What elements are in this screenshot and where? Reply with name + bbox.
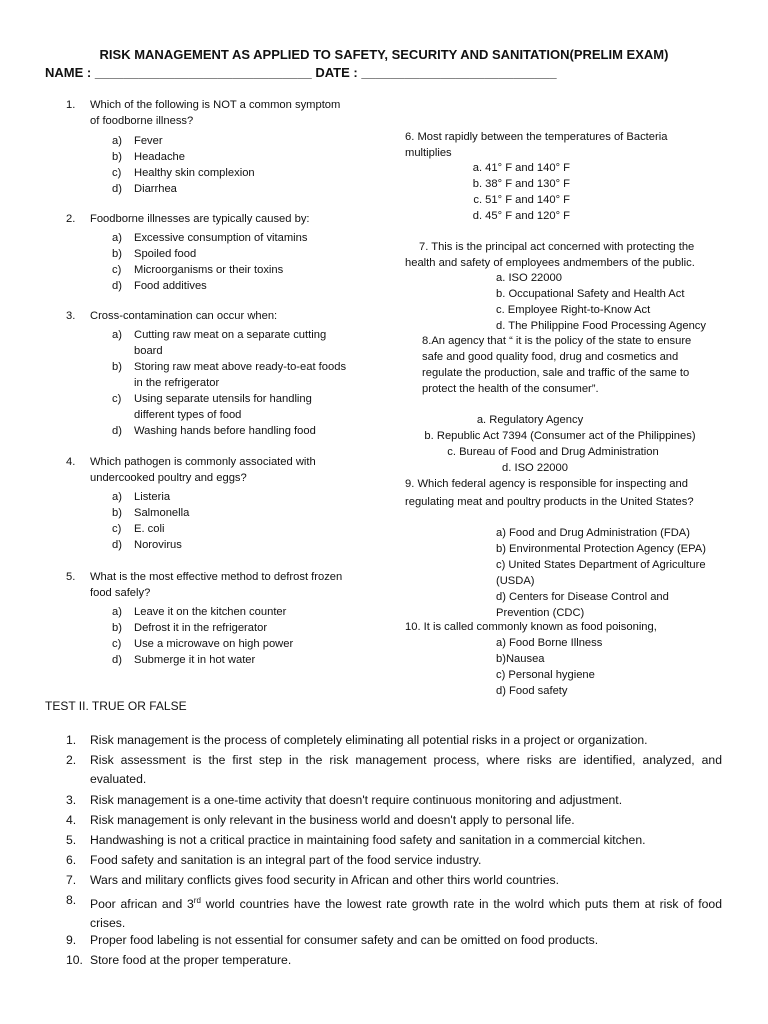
q4-options	[112, 489, 189, 553]
question-3	[66, 308, 277, 324]
question-text: 8.An agency that “ it is the policy of the state to ensure	[422, 335, 692, 347]
question-text: Which pathogen is commonly associated with	[90, 456, 316, 468]
option: c) Use a microwave on high power	[112, 638, 294, 650]
option-continuation: different types of food	[134, 409, 242, 421]
option: c) Healthy skin complexion	[112, 167, 255, 179]
list-item: 3. Risk management is a one-time activity that doesn't require continuous monitoring and adjustment.	[66, 793, 623, 807]
question-text: 9. Which federal agency is responsible for inspecting and	[405, 478, 688, 490]
q10-options	[496, 635, 602, 699]
question-7	[405, 239, 695, 271]
q1-options	[112, 133, 255, 197]
option: b. Republic Act 7394 (Consumer act of the Philippines)	[424, 430, 696, 442]
option: b) Defrost it in the refrigerator	[112, 622, 268, 634]
q8-options	[420, 412, 700, 476]
name-date-row	[45, 65, 557, 80]
question-number: 5.	[66, 571, 76, 583]
question-text: undercooked poultry and eggs?	[90, 472, 247, 484]
question-5	[66, 569, 342, 601]
option: c) Personal hygiene	[496, 669, 595, 681]
question-text: Cross-contamination can occur when:	[90, 310, 278, 322]
list-item: 10. Store food at the proper temperature.	[66, 953, 292, 967]
option: d) Food safety	[496, 685, 568, 697]
q7-options	[496, 270, 706, 334]
q9-options	[496, 525, 706, 621]
option: a) Food Borne Illness	[496, 637, 603, 649]
option: b) Environmental Protection Agency (EPA)	[496, 543, 706, 555]
list-item: 9. Proper food labeling is not essential for consumer safety and can be omitted on food products.	[66, 933, 599, 947]
list-item: 6. Food safety and sanitation is an integral part of the food service industry.	[66, 853, 482, 867]
option: a. ISO 22000	[496, 272, 562, 284]
q2-options	[112, 230, 307, 294]
question-text: safe and good quality food, drug and cosmetics and	[422, 351, 679, 363]
date-label: DATE :	[315, 65, 358, 80]
option: d. The Philippine Food Processing Agency	[496, 320, 706, 332]
list-item: 4. Risk management is only relevant in the business world and doesn't apply to personal life.	[66, 813, 575, 827]
option: b) Salmonella	[112, 507, 190, 519]
question-text: health and safety of employees andmembers of the public.	[405, 257, 695, 269]
option: d) Diarrhea	[112, 183, 177, 195]
option: a) Food and Drug Administration (FDA)	[496, 527, 690, 539]
option: a) Fever	[112, 135, 163, 147]
question-text: Foodborne illnesses are typically caused by:	[90, 213, 310, 225]
option: b) Storing raw meat above ready-to-eat foods	[112, 361, 347, 373]
q6-options	[420, 160, 570, 224]
question-number: 1.	[66, 99, 76, 111]
option: d) Norovirus	[112, 539, 182, 551]
question-number: 4.	[66, 456, 76, 468]
option-continuation: (USDA)	[496, 575, 535, 587]
question-2	[66, 211, 310, 227]
question-text: What is the most effective method to defrost frozen	[90, 571, 343, 583]
question-text: food safely?	[90, 587, 151, 599]
option: b) Headache	[112, 151, 186, 163]
option: b)Nausea	[496, 653, 545, 665]
question-number: 2.	[66, 213, 76, 225]
test-2-heading: TEST II. TRUE OR FALSE	[45, 699, 187, 713]
option-continuation: in the refrigerator	[134, 377, 220, 389]
list-item: 8. Poor african and 3rd world countries have the lowest rate growth rate in the wolrd which puts them at risk of food crises.	[66, 893, 722, 931]
option: b) Spoiled food	[112, 248, 197, 260]
question-text: regulate the production, sale and traffic of the same to	[422, 367, 690, 379]
option: d) Washing hands before handling food	[112, 425, 316, 437]
question-text: 7. This is the principal act concerned with protecting the	[419, 241, 695, 253]
option: a) Leave it on the kitchen counter	[112, 606, 287, 618]
list-item: 2. Risk assessment is the first step in the risk management process, where risks are identified, analyzed, and evaluated.	[66, 753, 722, 786]
option: a) Excessive consumption of vitamins	[112, 232, 308, 244]
question-1	[66, 97, 340, 129]
option: d. ISO 22000	[502, 462, 568, 474]
option: d. 45° F and 120° F	[472, 210, 570, 222]
question-4	[66, 454, 316, 486]
option: a) Listeria	[112, 491, 171, 503]
question-text: multiplies	[405, 147, 452, 159]
exam-title: RISK MANAGEMENT AS APPLIED TO SAFETY, SECURITY AND SANITATION(PRELIM EXAM)	[99, 47, 669, 62]
option: d) Food additives	[112, 280, 207, 292]
question-10	[405, 619, 657, 635]
option: c) E. coli	[112, 523, 165, 535]
option: c) Using separate utensils for handling	[112, 393, 312, 405]
question-text: of foodborne illness?	[90, 115, 194, 127]
question-text: protect the health of the consumer”.	[422, 383, 599, 395]
name-label: NAME :	[45, 65, 92, 80]
option: c) Microorganisms or their toxins	[112, 264, 284, 276]
option: a) Cutting raw meat on a separate cutting	[112, 329, 327, 341]
question-8	[422, 333, 691, 397]
question-number: 3.	[66, 310, 76, 322]
question-text: regulating meat and poultry products in the United States?	[405, 496, 694, 508]
option: c. Employee Right-to-Know Act	[496, 304, 651, 316]
option: a. Regulatory Agency	[476, 414, 584, 426]
question-9	[405, 475, 694, 511]
question-text: Which of the following is NOT a common symptom	[90, 99, 341, 111]
option: c) United States Department of Agriculture	[496, 559, 706, 571]
option: d) Centers for Disease Control and	[496, 591, 669, 603]
option: b. 38° F and 130° F	[472, 178, 570, 190]
list-item: 7. Wars and military conflicts gives food security in African and other thirs world countries.	[66, 873, 559, 887]
list-item: 1. Risk management is the process of completely eliminating all potential risks in a project or organization.	[66, 733, 648, 747]
option-continuation: board	[134, 345, 163, 357]
option-continuation: Prevention (CDC)	[496, 607, 585, 619]
option: d) Submerge it in hot water	[112, 654, 256, 666]
q3-options	[112, 327, 346, 439]
option: c. 51° F and 140° F	[473, 194, 570, 206]
option: b. Occupational Safety and Health Act	[496, 288, 685, 300]
date-blank: ___________________________	[361, 65, 557, 80]
list-item: 5. Handwashing is not a critical practice in maintaining food safety and sanitation in a commercial kitchen.	[66, 833, 646, 847]
name-blank: ______________________________	[94, 65, 312, 80]
question-text: 10. It is called commonly known as food poisoning,	[405, 621, 657, 633]
question-text: 6. Most rapidly between the temperatures of Bacteria	[405, 131, 668, 143]
q5-options	[112, 604, 293, 668]
option: a. 41° F and 140° F	[472, 162, 570, 174]
question-6	[405, 129, 667, 161]
option: c. Bureau of Food and Drug Administration	[447, 446, 659, 458]
